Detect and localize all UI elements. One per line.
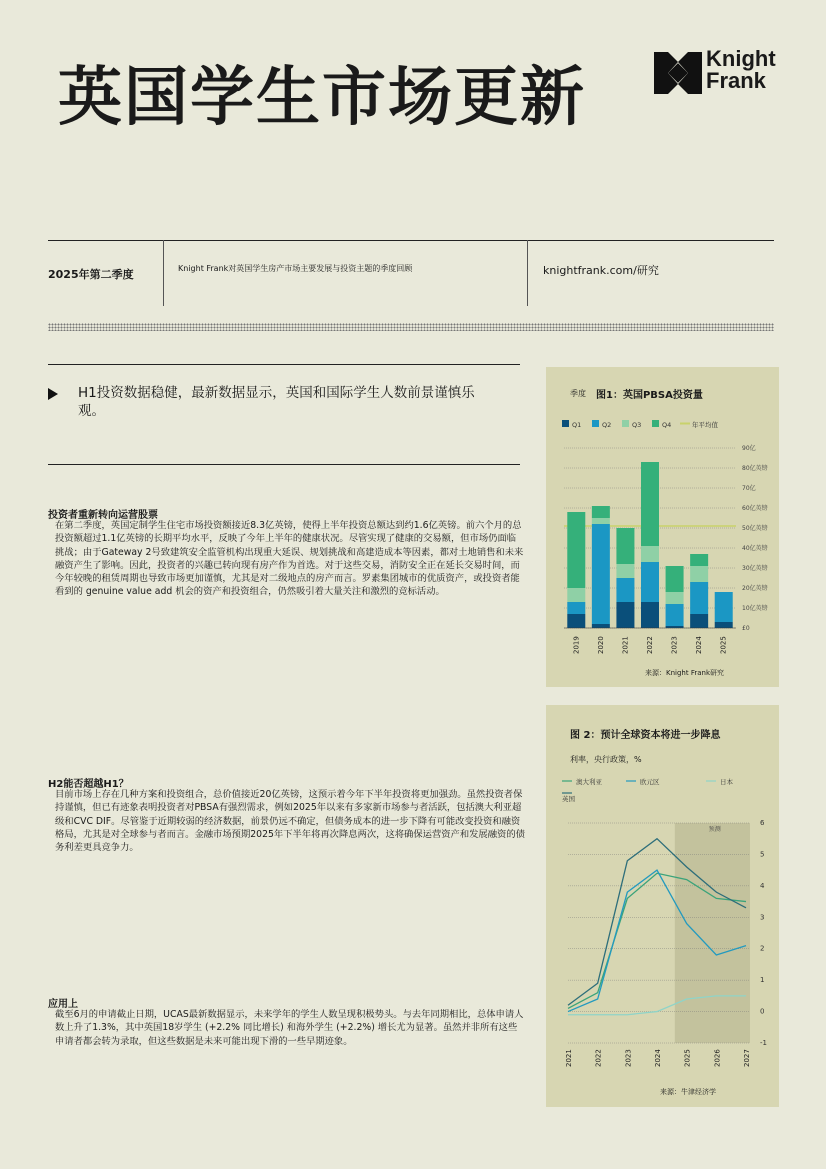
legend-label: 欧元区 — [640, 778, 660, 786]
x-tick-label: 2026 — [713, 1049, 722, 1067]
header-divider — [527, 240, 528, 306]
header-divider — [163, 240, 164, 306]
legend-swatch-q4 — [652, 420, 659, 427]
y-tick-label: 0 — [760, 1007, 765, 1016]
bar-2023-q2 — [666, 604, 684, 626]
figure2-subtitle: 利率，央行政策，% — [570, 755, 642, 764]
report-description: Knight Frank对英国学生房产市场主要发展与投资主题的季度回顾 — [178, 264, 413, 273]
bar-2025-q2 — [715, 592, 733, 622]
bar-2019-q3 — [567, 588, 585, 602]
logo-wordmark: Knight Frank — [706, 46, 776, 93]
report-quarter: 2025年第二季度 — [48, 268, 134, 281]
x-tick-label: 2024 — [654, 1049, 662, 1067]
x-tick-label: 2023 — [670, 636, 679, 654]
figure1-prefix: 季度 — [570, 389, 586, 398]
bar-2020-q1 — [592, 624, 610, 628]
forecast-label: 预测 — [708, 826, 721, 833]
report-url-link[interactable]: knightfrank.com/研究 — [543, 264, 659, 277]
bar-2024-q3 — [690, 566, 708, 582]
figure2-source: 来源：牛津经济学 — [660, 1088, 716, 1096]
bar-2020-q4 — [592, 506, 610, 518]
y-tick-label: 20亿英镑 — [742, 585, 768, 592]
bar-2021-q2 — [616, 578, 634, 602]
legend-label: 英国 — [562, 795, 575, 803]
legend-label: Q4 — [662, 421, 672, 429]
x-tick-label: 2022 — [646, 636, 654, 654]
bar-2019-q4 — [567, 512, 585, 588]
bar-2021-q4 — [616, 528, 634, 564]
y-tick-label: 40亿英镑 — [742, 545, 768, 552]
figure2-title: 图 2：预计全球资本将进一步降息 — [570, 730, 721, 741]
x-tick-label: 2024 — [695, 636, 704, 654]
dotted-divider — [48, 323, 774, 331]
bar-2020-q2 — [592, 524, 610, 624]
legend-label: Q3 — [632, 421, 642, 429]
x-tick-label: 2019 — [572, 636, 581, 654]
bar-2024-q1 — [690, 614, 708, 628]
section-heading: 应用上 — [48, 999, 78, 1010]
lead-top-rule — [48, 364, 520, 365]
figure1-chart — [546, 410, 779, 670]
y-tick-label: 30亿英镑 — [742, 565, 768, 572]
bar-2024-q2 — [690, 582, 708, 614]
y-tick-label: 5 — [760, 850, 765, 859]
figure1-source: 来源：Knight Frank研究 — [645, 669, 724, 677]
section-heading: 投资者重新转向运营股票 — [48, 510, 158, 521]
figure1-title: 图1：英国PBSA投资量 — [596, 390, 703, 401]
x-tick-label: 2027 — [743, 1049, 751, 1067]
lead-summary: H1投资数据稳健，最新数据显示，英国和国际学生人数前景谨慎乐观。 — [78, 385, 475, 419]
y-tick-label: 70亿 — [742, 485, 756, 492]
bar-2021-q3 — [616, 564, 634, 578]
bar-2020-q3 — [592, 518, 610, 524]
x-tick-label: 2025 — [719, 636, 728, 654]
x-tick-label: 2025 — [683, 1049, 692, 1067]
y-tick-label: 1 — [760, 976, 765, 985]
arrow-bullet-icon — [48, 388, 58, 400]
bar-2024-q4 — [690, 554, 708, 566]
section-body: 在第二季度，英国定制学生住宅市场投资额接近8.3亿英镑，使得上半年投资总额达到约1.6亿英镑。前六个月的总投资额超过1.1亿英镑的长期平均水平，反映了今年上半年的健康状况。尽管实现了健康的交易额，但市场仍面临挑战；由于Gateway 2号致建筑安全监管机构出现重大延误、规划挑战和高建造成本等因素，都对土地销售和未来融资产生了影响。因此，投资者的兴趣已转向现有房产作为首选。对于这些交易，消防安全正在延长交易时间，而今年较晚的租赁周期也导致市场更加谨慎，尤其是对二级地点的房产而言。罗素集团城市的优质资产，或投资者能看到的 genuine value add 机会的资产和投资组合，仍然吸引着大量关注和激烈的竞标活动。 — [55, 520, 524, 598]
knight-frank-mark-icon — [654, 50, 702, 96]
bar-2022-q2 — [641, 562, 659, 602]
x-tick-label: 2020 — [596, 636, 605, 654]
y-tick-label: 4 — [760, 881, 765, 890]
lead-bottom-rule — [48, 464, 520, 465]
legend-label: 日本 — [720, 778, 733, 786]
page-title: 英国学生市场更新 — [58, 61, 586, 135]
bar-2022-q3 — [641, 546, 659, 562]
x-tick-label: 2023 — [624, 1049, 633, 1067]
header-rule — [48, 240, 774, 241]
section-body: 目前市场上存在几种方案和投资组合，总价值接近20亿英镑，这预示着今年下半年投资将更加强劲。虽然投资者保持谨慎，但已有迹象表明投资者对PBSA有强烈需求，例如2025年以来有多家新市场参与者活跃，包括澳大利亚超级和CVC DIF。尽管鉴于近期较弱的经济数据，前景仍远不确定，但债务成本的进一步下降有可能改变投资和融资格局，尤其是对全球参与者而言。金融市场预期2025年下半年将再次降息两次，这将确保运营资产和发展融资的债务利差更具竞争力。 — [55, 789, 525, 854]
bar-2019-q2 — [567, 602, 585, 614]
bar-2025-q1 — [715, 622, 733, 628]
y-tick-label: £0 — [742, 625, 750, 632]
y-tick-label: 50亿英镑 — [742, 525, 768, 532]
y-tick-label: 10亿英镑 — [742, 605, 768, 612]
y-tick-label: 2 — [760, 944, 765, 953]
forecast-shade — [675, 823, 750, 1043]
legend-swatch-q1 — [562, 420, 569, 427]
legend-swatch-q3 — [622, 420, 629, 427]
bar-2022-q1 — [641, 602, 659, 628]
bar-2019-q1 — [567, 614, 585, 628]
bar-2022-q4 — [641, 462, 659, 546]
y-tick-label: 3 — [760, 913, 765, 922]
legend-label: 年平均值 — [692, 421, 718, 429]
x-tick-label: 2021 — [621, 636, 630, 654]
figure2-chart — [546, 775, 779, 1085]
y-tick-label: 60亿英镑 — [742, 505, 768, 512]
x-tick-label: 2022 — [594, 1049, 603, 1067]
y-tick-label: 6 — [760, 819, 765, 827]
legend-swatch-q2 — [592, 420, 599, 427]
section-heading: H2能否超越H1？ — [48, 779, 129, 790]
x-tick-label: 2021 — [565, 1049, 573, 1067]
legend-label: Q2 — [602, 421, 612, 429]
bar-2023-q3 — [666, 592, 684, 604]
section-body: 截至6月的申请截止日期，UCAS最新数据显示，未来学年的学生人数呈现积极势头。与去年同期相比，总体申请人数上升了1.3%，其中英国18岁学生 (+2.2% 同比增长) 和海外学生 (+2.2%) 增长尤为显著。虽然并非所有这些申请者都会转为录取，但这些数据是未来可能出现下滑的一些早期迹象。 — [55, 1009, 524, 1047]
knight-frank-logo[interactable] — [654, 46, 784, 100]
y-tick-label: 90亿 — [742, 445, 756, 452]
y-tick-label: 80亿英镑 — [742, 465, 768, 472]
bar-2023-q4 — [666, 566, 684, 592]
legend-label: Q1 — [572, 421, 582, 429]
legend-label: 澳大利亚 — [576, 778, 602, 786]
y-tick-label: -1 — [760, 1039, 767, 1047]
bar-2021-q1 — [616, 602, 634, 628]
